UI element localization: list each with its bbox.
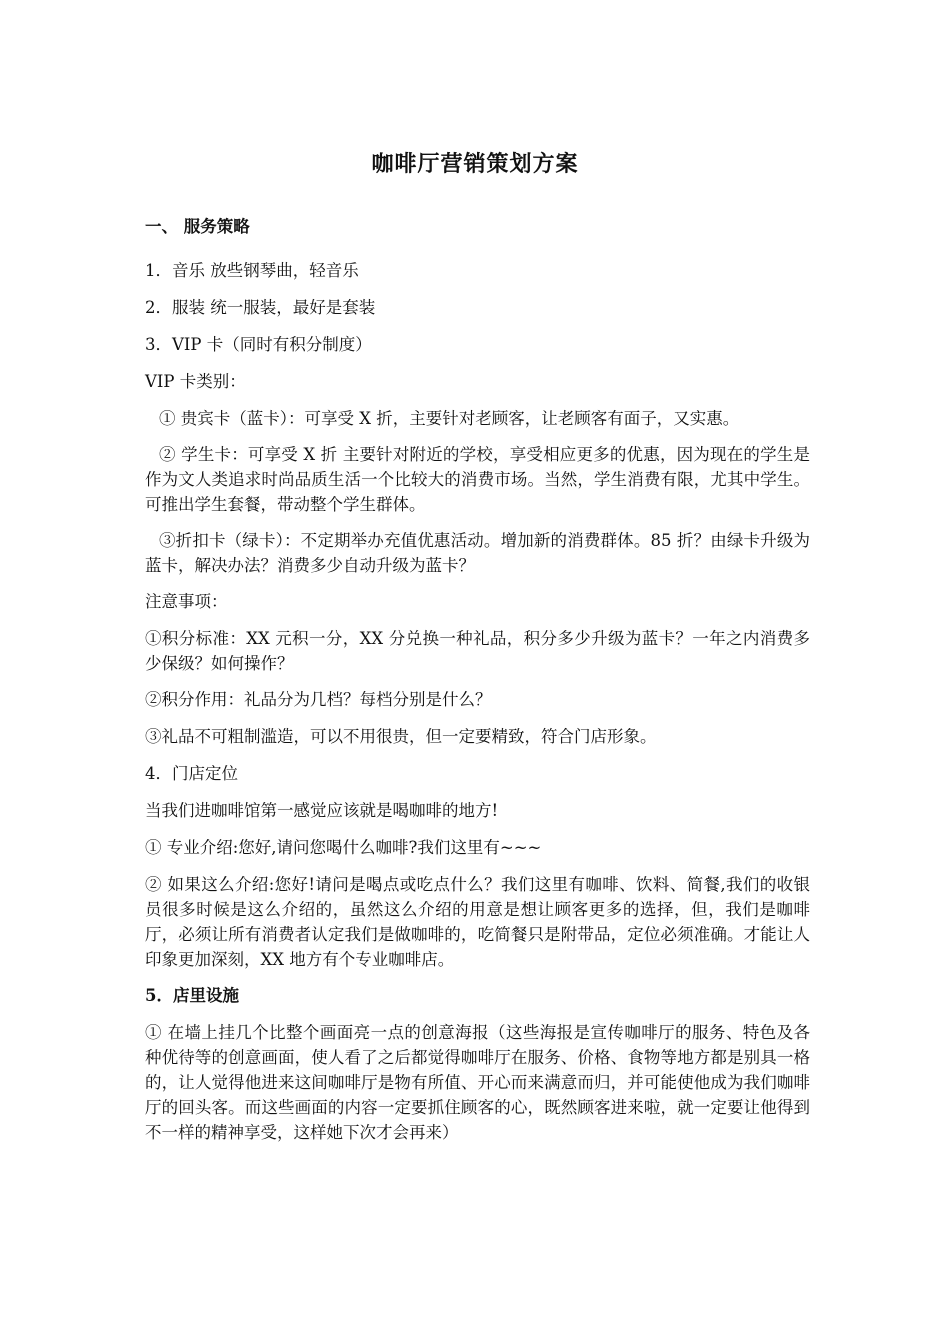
document-body (145, 214, 810, 1156)
note-gift-quality: ③礼品不可粗制滥造，可以不用很贵，但一定要精致，符合门店形象。 (145, 727, 657, 746)
vip-card-types-label: VIP 卡类别： (145, 372, 246, 391)
vip-card-type-green: ③折扣卡（绿卡）：不定期举办充值优惠活动。增加新的消费群体。85 折？由绿卡升级为蓝卡，解决办法？消费多少自动升级为蓝卡？ (145, 531, 810, 575)
section-heading-service-strategy: 一、 服务策略 (145, 217, 250, 236)
positioning-example-general: ② 如果这么介绍:您好!请问是喝点或吃点什么？我们这里有咖啡、饮料、简餐,我们的收银员很多时候是这么介绍的，虽然这么介绍的用意是想让顾客更多的选择，但，我们是咖啡厅，必须让所有消费者认定我们是做咖啡的，吃简餐只是附带品，定位必须准确。才能让人印象更加深刻，XX 地方有个专业咖啡店。 (145, 875, 810, 969)
item-music: 1．音乐 放些钢琴曲，轻音乐 (145, 261, 359, 280)
vip-card-type-blue: ① 贵宾卡（蓝卡）：可享受 X 折，主要针对老顾客，让老顾客有面子，又实惠。 (159, 409, 740, 428)
document-title: 咖啡厅营销策划方案 (371, 151, 579, 177)
note-points-standard: ①积分标准：XX 元积一分，XX 分兑换一种礼品，积分多少升级为蓝卡？一年之内消费多少保级？如何操作？ (145, 629, 810, 673)
item-store-positioning: 4．门店定位 (145, 764, 238, 783)
positioning-intro: 当我们进咖啡馆第一感觉应该就是喝咖啡的地方! (145, 801, 499, 820)
item-store-facilities: 5．店里设施 (145, 986, 239, 1005)
facility-posters: ① 在墙上挂几个比整个画面亮一点的创意海报（这些海报是宣传咖啡厅的服务、特色及各种优待等的创意画面，使人看了之后都觉得咖啡厅在服务、价格、食物等地方都是别具一格的，让人觉得他进来这间咖啡厅是物有所值、开心而来满意而归，并可能使他成为我们咖啡厅的回头客。而这些画面的内容一定要抓住顾客的心，既然顾客进来啦，就一定要让他得到不一样的精神享受，这样她下次才会再来） (145, 1023, 810, 1142)
item-uniform: 2．服装 统一服装，最好是套装 (145, 298, 376, 317)
positioning-example-professional: ① 专业介绍:您好,请问您喝什么咖啡?我们这里有~~~ (145, 838, 542, 857)
note-points-usage: ②积分作用：礼品分为几档？每档分别是什么？ (145, 690, 492, 709)
notes-label: 注意事项： (145, 592, 228, 611)
vip-card-type-student: ② 学生卡：可享受 X 折 主要针对附近的学校，享受相应更多的优惠，因为现在的学生是作为文人类追求时尚品质生活一个比较大的消费市场。当然，学生消费有限，尤其中学生。可推出学生套餐，带动整个学生群体。 (145, 445, 810, 514)
item-vip-card: 3．VIP 卡（同时有积分制度） (145, 335, 372, 354)
